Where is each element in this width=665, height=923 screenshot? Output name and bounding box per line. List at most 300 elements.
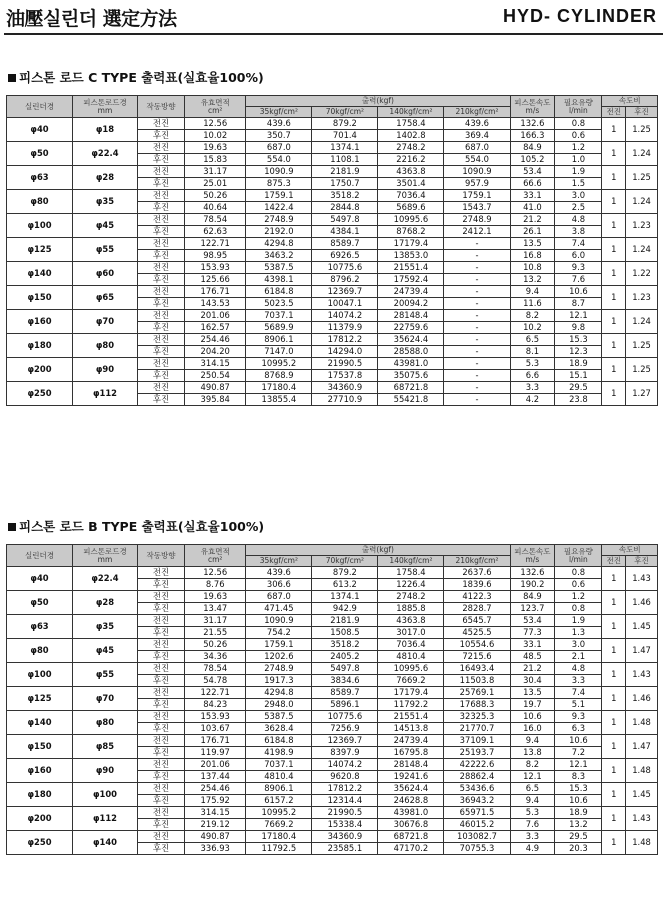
cell-output-210: 687.0 <box>444 142 510 154</box>
cell-ratio-backward: 1.23 <box>626 286 658 310</box>
cell-output-140: 43981.0 <box>378 358 444 370</box>
cell-ratio-backward: 1.45 <box>626 615 658 639</box>
cell-flow: 1.3 <box>555 627 602 639</box>
header-flow-unit: l/min <box>569 554 588 564</box>
cell-area: 137.44 <box>185 771 246 783</box>
cell-speed: 10.6 <box>510 711 555 723</box>
table-row <box>7 142 658 154</box>
cell-output-140: 10995.6 <box>378 663 444 675</box>
header-flow <box>555 96 602 118</box>
cell-ratio-backward: 1.47 <box>626 735 658 759</box>
cell-area: 254.46 <box>185 334 246 346</box>
cell-output-210: - <box>444 334 510 346</box>
cell-area: 122.71 <box>185 238 246 250</box>
cell-area: 40.64 <box>185 202 246 214</box>
cell-output-35: 1202.6 <box>246 651 312 663</box>
cell-flow: 29.5 <box>555 382 602 394</box>
cell-direction: 전진 <box>137 238 184 250</box>
cell-bore: φ200 <box>7 358 73 382</box>
cell-output-35: 5689.9 <box>246 322 312 334</box>
cell-output-35: 7147.0 <box>246 346 312 358</box>
cell-direction: 후진 <box>137 346 184 358</box>
cell-output-70: 1508.5 <box>312 627 378 639</box>
cell-output-210: 25193.7 <box>444 747 510 759</box>
cell-direction: 후진 <box>137 226 184 238</box>
cell-output-210: - <box>444 274 510 286</box>
cell-direction: 전진 <box>137 262 184 274</box>
table-row <box>7 615 658 627</box>
cell-direction: 전진 <box>137 567 184 579</box>
section-title-c-type <box>8 68 264 86</box>
cell-output-140: 55421.8 <box>378 394 444 406</box>
cell-bore: φ100 <box>7 214 73 238</box>
header-pressure-35: 35kgf/cm² <box>246 107 312 118</box>
cell-speed: 16.0 <box>510 723 555 735</box>
cell-ratio-backward: 1.46 <box>626 591 658 615</box>
cell-speed: 13.8 <box>510 747 555 759</box>
cell-flow: 20.3 <box>555 843 602 855</box>
cell-output-70: 613.2 <box>312 579 378 591</box>
header-pressure-35: 35kgf/cm² <box>246 556 312 567</box>
cell-area: 143.53 <box>185 298 246 310</box>
cell-rod: φ80 <box>73 334 138 358</box>
cell-direction: 전진 <box>137 831 184 843</box>
cell-flow: 2.5 <box>555 202 602 214</box>
cell-ratio-forward: 1 <box>602 286 626 310</box>
cell-area: 201.06 <box>185 759 246 771</box>
cell-output-210: 4122.3 <box>444 591 510 603</box>
cell-bore: φ63 <box>7 166 73 190</box>
cell-output-35: 10995.2 <box>246 358 312 370</box>
cell-output-140: 20094.2 <box>378 298 444 310</box>
cell-area: 25.01 <box>185 178 246 190</box>
header-speed-label: 피스톤속도 <box>514 97 551 107</box>
cell-area: 219.12 <box>185 819 246 831</box>
cell-output-35: 554.0 <box>246 154 312 166</box>
cell-output-140: 28148.4 <box>378 310 444 322</box>
cell-output-35: 1090.9 <box>246 615 312 627</box>
header-rod <box>73 96 138 118</box>
cell-direction: 후진 <box>137 675 184 687</box>
cell-speed: 8.1 <box>510 346 555 358</box>
cell-flow: 18.9 <box>555 358 602 370</box>
table-row <box>7 358 658 370</box>
cell-output-210: 53436.6 <box>444 783 510 795</box>
cell-flow: 23.8 <box>555 394 602 406</box>
cell-output-210: 25769.1 <box>444 687 510 699</box>
cell-area: 12.56 <box>185 118 246 130</box>
cell-output-70: 14074.2 <box>312 759 378 771</box>
cell-speed: 13.2 <box>510 274 555 286</box>
cell-ratio-forward: 1 <box>602 118 626 142</box>
cell-area: 153.93 <box>185 711 246 723</box>
table-row <box>7 759 658 771</box>
cell-output-210: - <box>444 358 510 370</box>
cell-flow: 0.6 <box>555 579 602 591</box>
cell-direction: 전진 <box>137 615 184 627</box>
cell-output-70: 2181.9 <box>312 166 378 178</box>
header-speed-label: 피스톤속도 <box>514 546 551 556</box>
cell-direction: 후진 <box>137 178 184 190</box>
cell-flow: 1.2 <box>555 591 602 603</box>
cell-ratio-backward: 1.24 <box>626 238 658 262</box>
header-pressure-210: 210kgf/cm² <box>444 556 510 567</box>
cell-flow: 7.4 <box>555 238 602 250</box>
cell-output-35: 7037.1 <box>246 759 312 771</box>
cell-speed: 5.3 <box>510 807 555 819</box>
table-row <box>7 711 658 723</box>
cell-rod: φ65 <box>73 286 138 310</box>
header-ratio-backward: 후진 <box>626 107 658 118</box>
cell-direction: 후진 <box>137 651 184 663</box>
cell-output-210: 1543.7 <box>444 202 510 214</box>
cell-flow: 0.6 <box>555 130 602 142</box>
cell-area: 50.26 <box>185 639 246 651</box>
cell-speed: 33.1 <box>510 190 555 202</box>
cell-rod: φ22.4 <box>73 567 138 591</box>
cell-ratio-forward: 1 <box>602 639 626 663</box>
cell-area: 162.57 <box>185 322 246 334</box>
cell-output-70: 701.4 <box>312 130 378 142</box>
cell-ratio-backward: 1.43 <box>626 663 658 687</box>
cell-rod: φ60 <box>73 262 138 286</box>
header-flow <box>555 545 602 567</box>
cell-rod: φ55 <box>73 663 138 687</box>
cell-bore: φ100 <box>7 663 73 687</box>
cell-flow: 12.1 <box>555 310 602 322</box>
cell-flow: 6.3 <box>555 723 602 735</box>
cell-ratio-backward: 1.23 <box>626 214 658 238</box>
cell-ratio-backward: 1.48 <box>626 711 658 735</box>
cell-ratio-forward: 1 <box>602 214 626 238</box>
cell-output-210: 65971.5 <box>444 807 510 819</box>
cell-bore: φ63 <box>7 615 73 639</box>
header-direction: 작동방향 <box>137 96 184 118</box>
cell-speed: 53.4 <box>510 166 555 178</box>
cell-output-140: 4363.8 <box>378 615 444 627</box>
cell-direction: 후진 <box>137 250 184 262</box>
cell-area: 490.87 <box>185 382 246 394</box>
cell-output-210: - <box>444 322 510 334</box>
cell-output-210: 46015.2 <box>444 819 510 831</box>
header-direction: 작동방향 <box>137 545 184 567</box>
cell-output-70: 3518.2 <box>312 639 378 651</box>
cell-area: 62.63 <box>185 226 246 238</box>
cell-output-140: 4363.8 <box>378 166 444 178</box>
header-speed-unit: m/s <box>525 554 540 564</box>
header-rod-unit: mm <box>97 105 113 115</box>
section-title-text: 피스톤 로드 C TYPE 출력표(실효율100%) <box>19 70 264 85</box>
header-area-label: 유효면적 <box>200 97 230 107</box>
cell-output-35: 2192.0 <box>246 226 312 238</box>
cell-flow: 13.2 <box>555 819 602 831</box>
cell-speed: 13.5 <box>510 687 555 699</box>
cell-output-140: 24739.4 <box>378 735 444 747</box>
cell-output-210: 1759.1 <box>444 190 510 202</box>
cell-output-210: 36943.2 <box>444 795 510 807</box>
cell-direction: 전진 <box>137 358 184 370</box>
cell-bore: φ125 <box>7 238 73 262</box>
cell-output-70: 34360.9 <box>312 831 378 843</box>
cell-output-35: 306.6 <box>246 579 312 591</box>
cell-output-210: 4525.5 <box>444 627 510 639</box>
cell-output-70: 8589.7 <box>312 687 378 699</box>
cell-flow: 15.3 <box>555 334 602 346</box>
cell-speed: 77.3 <box>510 627 555 639</box>
header-flow-label: 필요유량 <box>563 546 593 556</box>
cell-output-70: 4384.1 <box>312 226 378 238</box>
table-row <box>7 783 658 795</box>
cell-rod: φ22.4 <box>73 142 138 166</box>
table-row <box>7 831 658 843</box>
cell-output-35: 6157.2 <box>246 795 312 807</box>
cell-output-35: 5387.5 <box>246 262 312 274</box>
cell-area: 50.26 <box>185 190 246 202</box>
cell-output-210: 42222.6 <box>444 759 510 771</box>
header-speed <box>510 96 555 118</box>
cell-ratio-backward: 1.25 <box>626 166 658 190</box>
cell-direction: 후진 <box>137 322 184 334</box>
cell-ratio-forward: 1 <box>602 687 626 711</box>
cell-area: 176.71 <box>185 735 246 747</box>
cell-speed: 3.3 <box>510 831 555 843</box>
cell-ratio-forward: 1 <box>602 567 626 591</box>
cell-rod: φ112 <box>73 807 138 831</box>
cell-flow: 10.6 <box>555 795 602 807</box>
cell-output-35: 7037.1 <box>246 310 312 322</box>
cell-output-35: 687.0 <box>246 142 312 154</box>
cell-ratio-forward: 1 <box>602 831 626 855</box>
cell-output-140: 24628.8 <box>378 795 444 807</box>
cell-output-210: 1090.9 <box>444 166 510 178</box>
cell-ratio-backward: 1.46 <box>626 687 658 711</box>
cell-output-140: 3501.4 <box>378 178 444 190</box>
header-flow-label: 필요유량 <box>563 97 593 107</box>
cell-output-35: 4398.1 <box>246 274 312 286</box>
cell-output-35: 11792.5 <box>246 843 312 855</box>
cell-output-70: 21990.5 <box>312 807 378 819</box>
table-row <box>7 807 658 819</box>
table-row <box>7 639 658 651</box>
header-bore: 실린더경 <box>7 545 73 567</box>
header-rod-label: 피스톤로드경 <box>83 546 127 556</box>
cell-output-35: 7669.2 <box>246 819 312 831</box>
cell-output-70: 17812.2 <box>312 334 378 346</box>
cell-bore: φ40 <box>7 567 73 591</box>
cell-output-140: 2216.2 <box>378 154 444 166</box>
cell-rod: φ35 <box>73 615 138 639</box>
cell-output-210: 10554.6 <box>444 639 510 651</box>
header-ratio: 속도비 <box>602 96 658 107</box>
cell-output-210: - <box>444 298 510 310</box>
cell-ratio-forward: 1 <box>602 238 626 262</box>
cell-bore: φ125 <box>7 687 73 711</box>
cell-output-210: 2748.9 <box>444 214 510 226</box>
cell-output-35: 13855.4 <box>246 394 312 406</box>
cell-direction: 후진 <box>137 627 184 639</box>
cell-bore: φ150 <box>7 286 73 310</box>
table-row <box>7 286 658 298</box>
table-row <box>7 238 658 250</box>
cell-direction: 후진 <box>137 202 184 214</box>
cell-area: 10.02 <box>185 130 246 142</box>
cell-area: 314.15 <box>185 358 246 370</box>
cell-output-70: 1750.7 <box>312 178 378 190</box>
cell-flow: 9.3 <box>555 711 602 723</box>
cell-output-210: 1839.6 <box>444 579 510 591</box>
cell-output-140: 1758.4 <box>378 567 444 579</box>
cell-speed: 123.7 <box>510 603 555 615</box>
cell-speed: 30.4 <box>510 675 555 687</box>
cell-output-70: 8397.9 <box>312 747 378 759</box>
cell-output-70: 9620.8 <box>312 771 378 783</box>
cell-output-70: 3518.2 <box>312 190 378 202</box>
cell-direction: 전진 <box>137 334 184 346</box>
cell-output-35: 4294.8 <box>246 687 312 699</box>
cell-output-70: 8589.7 <box>312 238 378 250</box>
header-area <box>185 96 246 118</box>
cell-output-210: 369.4 <box>444 130 510 142</box>
cell-bore: φ80 <box>7 639 73 663</box>
cell-flow: 7.2 <box>555 747 602 759</box>
header-pressure-70: 70kgf/cm² <box>312 556 378 567</box>
cell-output-35: 1090.9 <box>246 166 312 178</box>
cell-area: 34.36 <box>185 651 246 663</box>
cell-output-70: 17537.8 <box>312 370 378 382</box>
cell-area: 314.15 <box>185 807 246 819</box>
cell-speed: 4.2 <box>510 394 555 406</box>
cell-output-70: 10775.6 <box>312 711 378 723</box>
cell-area: 8.76 <box>185 579 246 591</box>
cell-speed: 9.4 <box>510 795 555 807</box>
table-row <box>7 687 658 699</box>
cell-direction: 전진 <box>137 663 184 675</box>
cell-area: 103.67 <box>185 723 246 735</box>
cell-direction: 전진 <box>137 807 184 819</box>
cell-speed: 33.1 <box>510 639 555 651</box>
header-bore: 실린더경 <box>7 96 73 118</box>
cell-direction: 전진 <box>137 214 184 226</box>
cell-speed: 19.7 <box>510 699 555 711</box>
cell-direction: 전진 <box>137 310 184 322</box>
cell-output-140: 1226.4 <box>378 579 444 591</box>
page-title: 油壓실린더 選定方法 <box>6 8 177 30</box>
header-speed-unit: m/s <box>525 105 540 115</box>
cell-output-210: 554.0 <box>444 154 510 166</box>
cell-output-210: 2412.1 <box>444 226 510 238</box>
cell-speed: 11.6 <box>510 298 555 310</box>
cell-speed: 53.4 <box>510 615 555 627</box>
cell-output-210: - <box>444 370 510 382</box>
cell-ratio-forward: 1 <box>602 663 626 687</box>
cell-output-70: 879.2 <box>312 567 378 579</box>
bullet-square-icon <box>8 523 16 531</box>
cell-output-35: 1422.4 <box>246 202 312 214</box>
cell-bore: φ250 <box>7 382 73 406</box>
cell-ratio-backward: 1.24 <box>626 142 658 166</box>
cell-output-70: 15338.4 <box>312 819 378 831</box>
header-area-unit: cm² <box>207 554 223 564</box>
cell-ratio-backward: 1.24 <box>626 190 658 214</box>
cell-output-210: 6545.7 <box>444 615 510 627</box>
cell-output-70: 14294.0 <box>312 346 378 358</box>
cell-bore: φ200 <box>7 807 73 831</box>
cell-output-210: - <box>444 238 510 250</box>
cell-flow: 9.8 <box>555 322 602 334</box>
cell-output-35: 8906.1 <box>246 334 312 346</box>
cell-speed: 84.9 <box>510 591 555 603</box>
cell-ratio-backward: 1.22 <box>626 262 658 286</box>
cell-ratio-backward: 1.25 <box>626 118 658 142</box>
cell-area: 78.54 <box>185 214 246 226</box>
cell-output-35: 4198.9 <box>246 747 312 759</box>
cell-area: 31.17 <box>185 615 246 627</box>
header-output: 출력(kgf) <box>246 96 510 107</box>
cell-output-35: 439.6 <box>246 118 312 130</box>
table-row <box>7 118 658 130</box>
cell-speed: 48.5 <box>510 651 555 663</box>
cell-area: 84.23 <box>185 699 246 711</box>
cell-output-140: 47170.2 <box>378 843 444 855</box>
cell-output-140: 43981.0 <box>378 807 444 819</box>
cell-output-35: 3463.2 <box>246 250 312 262</box>
cell-output-210: 70755.3 <box>444 843 510 855</box>
cell-output-210: 103082.7 <box>444 831 510 843</box>
cell-rod: φ140 <box>73 831 138 855</box>
cell-speed: 10.2 <box>510 322 555 334</box>
cell-output-210: 21770.7 <box>444 723 510 735</box>
cell-output-70: 2181.9 <box>312 615 378 627</box>
cell-area: 204.20 <box>185 346 246 358</box>
table-row <box>7 591 658 603</box>
cell-flow: 7.6 <box>555 274 602 286</box>
output-table-b-type <box>6 544 658 855</box>
cell-ratio-forward: 1 <box>602 142 626 166</box>
cell-speed: 8.2 <box>510 759 555 771</box>
cell-output-35: 2948.0 <box>246 699 312 711</box>
cell-output-140: 1402.8 <box>378 130 444 142</box>
cell-flow: 10.6 <box>555 286 602 298</box>
cell-output-35: 8768.9 <box>246 370 312 382</box>
table-row <box>7 190 658 202</box>
cell-direction: 후진 <box>137 843 184 855</box>
cell-output-140: 5689.6 <box>378 202 444 214</box>
section-title-b-type <box>8 517 264 535</box>
cell-speed: 9.4 <box>510 286 555 298</box>
table-row <box>7 663 658 675</box>
cell-flow: 1.9 <box>555 615 602 627</box>
cell-output-70: 34360.9 <box>312 382 378 394</box>
cell-area: 125.66 <box>185 274 246 286</box>
cell-rod: φ100 <box>73 783 138 807</box>
cell-output-70: 8796.2 <box>312 274 378 286</box>
section-title-text: 피스톤 로드 B TYPE 출력표(실효율100%) <box>19 519 265 534</box>
cell-output-210: 957.9 <box>444 178 510 190</box>
cell-output-140: 21551.4 <box>378 711 444 723</box>
cell-output-70: 2405.2 <box>312 651 378 663</box>
cell-area: 336.93 <box>185 843 246 855</box>
cell-area: 19.63 <box>185 142 246 154</box>
table-header-row <box>7 545 658 556</box>
cell-output-140: 22759.6 <box>378 322 444 334</box>
header-area-label: 유효면적 <box>200 546 230 556</box>
cell-area: 12.56 <box>185 567 246 579</box>
cell-direction: 후진 <box>137 723 184 735</box>
cell-flow: 1.5 <box>555 178 602 190</box>
output-table-c-type <box>6 95 658 406</box>
cell-output-70: 23585.1 <box>312 843 378 855</box>
cell-direction: 전진 <box>137 687 184 699</box>
